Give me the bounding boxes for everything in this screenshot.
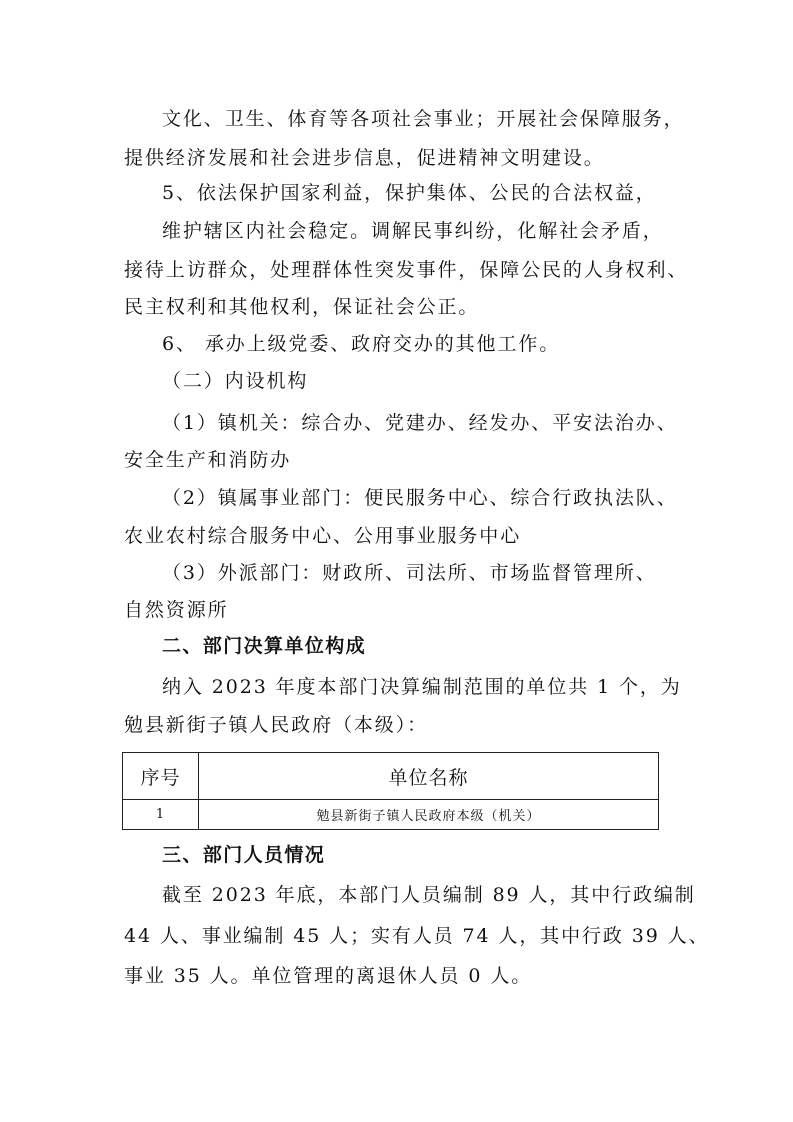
paragraph-line: 事业 35 人。单位管理的离退休人员 0 人。 <box>124 965 533 987</box>
paragraph-line: 自然资源所 <box>124 599 229 621</box>
paragraph-line: 6、 承办上级党委、政府交办的其他工作。 <box>162 333 561 355</box>
unit-table <box>122 752 659 830</box>
paragraph-line: 截至 2023 年底，本部门人员编制 89 人，其中行政编制 <box>162 884 696 906</box>
paragraph-line: 勉县新街子镇人民政府（本级）： <box>124 714 429 736</box>
paragraph-line: 农业农村综合服务中心、公用事业服务中心 <box>124 525 522 547</box>
paragraph-line: 民主权利和其他权利，保证社会公正。 <box>124 296 480 318</box>
table-header-row <box>123 753 659 800</box>
paragraph-line: （1）镇机关：综合办、党建办、经发办、平安法治办、 <box>162 412 678 434</box>
table-cell-seq: 1 <box>123 800 199 830</box>
section-heading-personnel: 三、部门人员情况 <box>162 844 326 866</box>
subheading-internal-structure: （二）内设机构 <box>162 370 309 392</box>
table-row <box>123 800 659 830</box>
paragraph-line: 提供经济发展和社会进步信息，促进精神文明建设。 <box>124 147 605 169</box>
paragraph-line: 文化、卫生、体育等各项社会事业；开展社会保障服务， <box>162 108 685 130</box>
table-header-unit-name: 单位名称 <box>199 753 659 800</box>
paragraph-line: （3）外派部门：财政所、司法所、市场监督管理所、 <box>162 562 657 584</box>
table-cell-unit-name: 勉县新街子镇人民政府本级（机关） <box>199 800 659 830</box>
paragraph-line: 维护辖区内社会稳定。调解民事纠纷，化解社会矛盾， <box>162 220 664 242</box>
table-header-seq: 序号 <box>123 753 199 800</box>
section-heading-unit-composition: 二、部门决算单位构成 <box>162 635 367 657</box>
paragraph-line: 44 人、事业编制 45 人；实有人员 74 人，其中行政 39 人、 <box>124 925 710 947</box>
paragraph-line: 5、依法保护国家利益，保护集体、公民的合法权益， <box>162 182 657 204</box>
paragraph-line: 安全生产和消防办 <box>124 449 292 471</box>
paragraph-line: 纳入 2023 年度本部门决算编制范围的单位共 1 个，为 <box>162 676 682 698</box>
paragraph-line: 接待上访群众，处理群体性突发事件，保障公民的人身权利、 <box>124 259 689 281</box>
paragraph-line: （2）镇属事业部门：便民服务中心、综合行政执法队、 <box>162 487 678 509</box>
